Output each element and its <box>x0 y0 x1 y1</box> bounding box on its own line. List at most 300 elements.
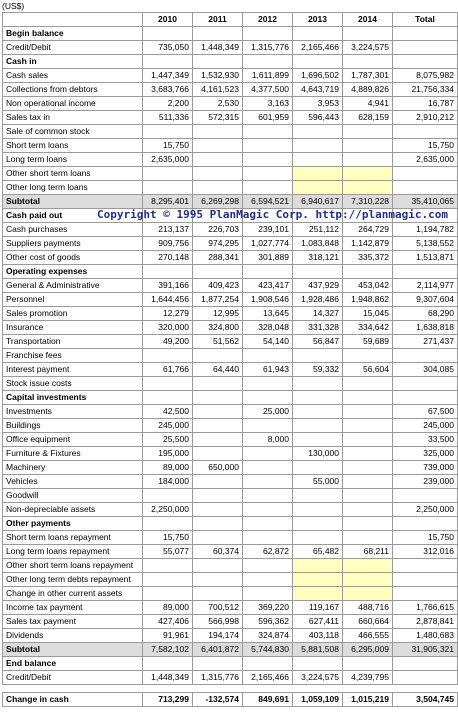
input-cell[interactable] <box>293 587 343 601</box>
row-label: Other long term debts repayment <box>3 573 143 587</box>
value-cell[interactable] <box>293 489 343 503</box>
input-cell[interactable] <box>343 167 393 181</box>
table-row <box>3 587 458 601</box>
input-cell[interactable] <box>343 587 393 601</box>
value-cell[interactable]: 1,877,254 <box>193 293 243 307</box>
empty-cell <box>293 265 343 279</box>
table-row <box>3 125 458 139</box>
value-cell[interactable]: 849,691 <box>243 693 293 707</box>
empty-cell <box>143 517 193 531</box>
value-cell[interactable]: 320,000 <box>143 321 193 335</box>
value-cell[interactable]: 51,562 <box>193 335 243 349</box>
total-cell: 1,194,782 <box>393 223 458 237</box>
empty-cell <box>193 27 243 41</box>
value-cell[interactable]: 251,112 <box>293 223 343 237</box>
value-cell[interactable]: 324,800 <box>193 321 243 335</box>
value-cell[interactable]: 6,401,872 <box>193 643 243 657</box>
value-cell[interactable]: 1,083,848 <box>293 237 343 251</box>
column-header: 2013 <box>293 13 343 27</box>
total-cell: 2,250,000 <box>393 503 458 517</box>
value-cell[interactable]: 7,310,228 <box>343 195 393 209</box>
column-header: 2011 <box>193 13 243 27</box>
value-cell[interactable]: 288,341 <box>193 251 243 265</box>
value-cell[interactable] <box>293 125 343 139</box>
input-cell[interactable] <box>343 559 393 573</box>
section-title: Cash paid out <box>3 209 143 223</box>
spacer-cell <box>393 685 458 693</box>
value-cell[interactable]: 14,327 <box>293 307 343 321</box>
value-cell[interactable] <box>243 125 293 139</box>
value-cell[interactable]: 42,500 <box>143 405 193 419</box>
value-cell[interactable]: 3,224,575 <box>343 41 393 55</box>
value-cell[interactable]: -132,574 <box>193 693 243 707</box>
value-cell[interactable]: 1,448,349 <box>143 671 193 685</box>
value-cell[interactable]: 195,000 <box>143 447 193 461</box>
total-cell <box>393 489 458 503</box>
empty-cell <box>343 657 393 671</box>
row-label: Cash sales <box>3 69 143 83</box>
value-cell[interactable]: 1,611,899 <box>243 69 293 83</box>
value-cell[interactable]: 909,756 <box>143 237 193 251</box>
value-cell[interactable]: 6,594,521 <box>243 195 293 209</box>
value-cell[interactable]: 601,959 <box>243 111 293 125</box>
row-label: Transportation <box>3 335 143 349</box>
value-cell[interactable] <box>343 433 393 447</box>
table-row <box>3 419 458 433</box>
value-cell[interactable]: 1,315,776 <box>243 41 293 55</box>
value-cell[interactable]: 628,159 <box>343 111 393 125</box>
value-cell[interactable]: 627,411 <box>293 615 343 629</box>
table-row <box>3 447 458 461</box>
value-cell[interactable]: 1,315,776 <box>193 671 243 685</box>
value-cell[interactable] <box>243 531 293 545</box>
value-cell[interactable]: 56,604 <box>343 363 393 377</box>
value-cell[interactable] <box>243 349 293 363</box>
section-header-row <box>3 657 458 671</box>
value-cell[interactable]: 8,000 <box>243 433 293 447</box>
value-cell[interactable] <box>243 503 293 517</box>
value-cell[interactable]: 55,077 <box>143 545 193 559</box>
value-cell[interactable]: 25,500 <box>143 433 193 447</box>
value-cell[interactable]: 6,940,617 <box>293 195 343 209</box>
value-cell[interactable]: 15,750 <box>143 139 193 153</box>
value-cell[interactable] <box>193 167 243 181</box>
total-cell: 2,910,212 <box>393 111 458 125</box>
total-cell: 35,410,065 <box>393 195 458 209</box>
total-cell: 1,638,818 <box>393 321 458 335</box>
value-cell[interactable] <box>293 503 343 517</box>
value-cell[interactable]: 91,961 <box>143 629 193 643</box>
row-label: Change in other current assets <box>3 587 143 601</box>
total-cell: 2,114,977 <box>393 279 458 293</box>
value-cell[interactable]: 466,555 <box>343 629 393 643</box>
row-label: Credit/Debit <box>3 671 143 685</box>
input-cell[interactable] <box>293 181 343 195</box>
value-cell[interactable] <box>243 167 293 181</box>
value-cell[interactable] <box>343 405 393 419</box>
subtotal-row <box>3 643 458 657</box>
value-cell[interactable]: 59,332 <box>293 363 343 377</box>
value-cell[interactable]: 226,703 <box>193 223 243 237</box>
value-cell[interactable] <box>193 153 243 167</box>
empty-cell <box>293 657 343 671</box>
value-cell[interactable] <box>193 531 243 545</box>
total-cell <box>393 41 458 55</box>
value-cell[interactable]: 566,998 <box>193 615 243 629</box>
value-cell[interactable]: 3,953 <box>293 97 343 111</box>
row-label: Long term loans <box>3 153 143 167</box>
value-cell[interactable] <box>193 405 243 419</box>
value-cell[interactable]: 4,941 <box>343 97 393 111</box>
value-cell[interactable]: 4,643,719 <box>293 83 343 97</box>
value-cell[interactable]: 2,165,466 <box>293 41 343 55</box>
table-row <box>3 503 458 517</box>
column-header: 2010 <box>143 13 193 27</box>
value-cell[interactable]: 1,928,486 <box>293 293 343 307</box>
value-cell[interactable]: 331,328 <box>293 321 343 335</box>
input-cell[interactable] <box>293 559 343 573</box>
value-cell[interactable]: 8,295,401 <box>143 195 193 209</box>
value-cell[interactable]: 3,224,575 <box>293 671 343 685</box>
input-cell[interactable] <box>343 573 393 587</box>
value-cell[interactable] <box>343 349 393 363</box>
value-cell[interactable] <box>343 419 393 433</box>
total-cell: 16,787 <box>393 97 458 111</box>
value-cell[interactable]: 2,635,000 <box>143 153 193 167</box>
value-cell[interactable] <box>243 489 293 503</box>
value-cell[interactable]: 1,027,774 <box>243 237 293 251</box>
section-header-row <box>3 265 458 279</box>
value-cell[interactable]: 61,766 <box>143 363 193 377</box>
value-cell[interactable]: 660,664 <box>343 615 393 629</box>
value-cell[interactable]: 596,362 <box>243 615 293 629</box>
value-cell[interactable]: 427,406 <box>143 615 193 629</box>
value-cell[interactable]: 4,161,523 <box>193 83 243 97</box>
value-cell[interactable] <box>193 475 243 489</box>
value-cell[interactable]: 324,874 <box>243 629 293 643</box>
value-cell[interactable] <box>293 349 343 363</box>
value-cell[interactable] <box>243 377 293 391</box>
table-row <box>3 489 458 503</box>
value-cell[interactable]: 2,250,000 <box>143 503 193 517</box>
value-cell[interactable]: 409,423 <box>193 279 243 293</box>
value-cell[interactable] <box>293 377 343 391</box>
table-row <box>3 153 458 167</box>
value-cell[interactable]: 1,532,930 <box>193 69 243 83</box>
value-cell[interactable]: 59,689 <box>343 335 393 349</box>
empty-cell <box>243 55 293 69</box>
value-cell[interactable] <box>193 377 243 391</box>
value-cell[interactable]: 5,744,830 <box>243 643 293 657</box>
value-cell[interactable]: 735,050 <box>143 41 193 55</box>
value-cell[interactable]: 974,295 <box>193 237 243 251</box>
value-cell[interactable]: 1,696,502 <box>293 69 343 83</box>
value-cell[interactable] <box>293 531 343 545</box>
value-cell[interactable]: 1,908,546 <box>243 293 293 307</box>
row-label: Non operational income <box>3 97 143 111</box>
value-cell[interactable] <box>293 139 343 153</box>
value-cell[interactable]: 334,642 <box>343 321 393 335</box>
value-cell[interactable]: 65,482 <box>293 545 343 559</box>
value-cell[interactable] <box>193 419 243 433</box>
table-row <box>3 293 458 307</box>
value-cell[interactable] <box>193 139 243 153</box>
total-cell: 325,000 <box>393 447 458 461</box>
value-cell[interactable] <box>343 503 393 517</box>
value-cell[interactable]: 391,166 <box>143 279 193 293</box>
value-cell[interactable] <box>193 349 243 363</box>
value-cell[interactable]: 1,142,879 <box>343 237 393 251</box>
value-cell[interactable]: 650,000 <box>193 461 243 475</box>
value-cell[interactable]: 15,045 <box>343 307 393 321</box>
table-row <box>3 531 458 545</box>
value-cell[interactable] <box>343 153 393 167</box>
table-row <box>3 41 458 55</box>
value-cell[interactable] <box>243 139 293 153</box>
table-row <box>3 405 458 419</box>
value-cell[interactable]: 437,929 <box>293 279 343 293</box>
value-cell[interactable] <box>193 559 243 573</box>
value-cell[interactable]: 12,995 <box>193 307 243 321</box>
row-label: Buildings <box>3 419 143 433</box>
value-cell[interactable] <box>343 489 393 503</box>
value-cell[interactable] <box>243 559 293 573</box>
total-cell: 67,500 <box>393 405 458 419</box>
currency-unit-label: (US$) <box>2 1 25 11</box>
value-cell[interactable]: 89,000 <box>143 461 193 475</box>
value-cell[interactable] <box>243 447 293 461</box>
row-label: Sales promotion <box>3 307 143 321</box>
empty-cell <box>193 391 243 405</box>
spacer-cell <box>193 685 243 693</box>
input-cell[interactable] <box>343 181 393 195</box>
table-row <box>3 377 458 391</box>
value-cell[interactable]: 184,000 <box>143 475 193 489</box>
value-cell[interactable] <box>293 153 343 167</box>
header-corner-cell <box>3 13 143 27</box>
empty-cell <box>393 391 458 405</box>
value-cell[interactable] <box>293 419 343 433</box>
row-label: Vehicles <box>3 475 143 489</box>
value-cell[interactable]: 213,137 <box>143 223 193 237</box>
empty-cell <box>243 657 293 671</box>
row-label: Suppliers payments <box>3 237 143 251</box>
row-label: Sale of common stock <box>3 125 143 139</box>
value-cell[interactable]: 62,872 <box>243 545 293 559</box>
empty-cell <box>393 27 458 41</box>
value-cell[interactable]: 25,000 <box>243 405 293 419</box>
value-cell[interactable]: 700,512 <box>193 601 243 615</box>
value-cell[interactable]: 49,200 <box>143 335 193 349</box>
total-cell <box>393 377 458 391</box>
value-cell[interactable]: 4,239,795 <box>343 671 393 685</box>
row-label: Short term loans <box>3 139 143 153</box>
value-cell[interactable]: 2,530 <box>193 97 243 111</box>
value-cell[interactable]: 4,377,500 <box>243 83 293 97</box>
value-cell[interactable] <box>193 489 243 503</box>
value-cell[interactable]: 369,220 <box>243 601 293 615</box>
value-cell[interactable] <box>343 531 393 545</box>
value-cell[interactable]: 1,644,456 <box>143 293 193 307</box>
row-label: Sales tax payment <box>3 615 143 629</box>
total-cell: 31,905,321 <box>393 643 458 657</box>
value-cell[interactable] <box>143 573 193 587</box>
column-header: 2014 <box>343 13 393 27</box>
value-cell[interactable]: 4,889,826 <box>343 83 393 97</box>
value-cell[interactable] <box>143 125 193 139</box>
value-cell[interactable] <box>343 125 393 139</box>
spacer-cell <box>343 685 393 693</box>
value-cell[interactable] <box>143 349 193 363</box>
total-cell: 304,085 <box>393 363 458 377</box>
value-cell[interactable] <box>343 461 393 475</box>
value-cell[interactable] <box>243 419 293 433</box>
value-cell[interactable] <box>193 587 243 601</box>
value-cell[interactable]: 7,582,102 <box>143 643 193 657</box>
value-cell[interactable]: 15,750 <box>143 531 193 545</box>
value-cell[interactable]: 119,167 <box>293 601 343 615</box>
value-cell[interactable]: 403,118 <box>293 629 343 643</box>
empty-cell <box>143 265 193 279</box>
value-cell[interactable]: 264,729 <box>343 223 393 237</box>
value-cell[interactable]: 511,336 <box>143 111 193 125</box>
value-cell[interactable]: 54,140 <box>243 335 293 349</box>
table-row <box>3 307 458 321</box>
value-cell[interactable]: 245,000 <box>143 419 193 433</box>
column-header: 2012 <box>243 13 293 27</box>
value-cell[interactable] <box>293 461 343 475</box>
total-cell: 271,437 <box>393 335 458 349</box>
value-cell[interactable] <box>243 587 293 601</box>
value-cell[interactable]: 713,299 <box>143 693 193 707</box>
value-cell[interactable]: 2,200 <box>143 97 193 111</box>
value-cell[interactable] <box>293 433 343 447</box>
value-cell[interactable]: 89,000 <box>143 601 193 615</box>
value-cell[interactable]: 1,015,219 <box>343 693 393 707</box>
table-row <box>3 573 458 587</box>
value-cell[interactable]: 130,000 <box>293 447 343 461</box>
section-title: Cash in <box>3 55 143 69</box>
total-cell <box>393 167 458 181</box>
value-cell[interactable] <box>243 461 293 475</box>
table-row <box>3 279 458 293</box>
total-cell: 239,000 <box>393 475 458 489</box>
value-cell[interactable]: 3,683,766 <box>143 83 193 97</box>
row-label: Furniture & Fixtures <box>3 447 143 461</box>
value-cell[interactable]: 1,059,109 <box>293 693 343 707</box>
value-cell[interactable]: 328,048 <box>243 321 293 335</box>
value-cell[interactable]: 453,042 <box>343 279 393 293</box>
empty-cell <box>293 391 343 405</box>
value-cell[interactable]: 239,101 <box>243 223 293 237</box>
table-row <box>3 167 458 181</box>
table-row <box>3 83 458 97</box>
total-cell <box>393 573 458 587</box>
table-row <box>3 545 458 559</box>
value-cell[interactable]: 423,417 <box>243 279 293 293</box>
value-cell[interactable]: 6,295,009 <box>343 643 393 657</box>
value-cell[interactable] <box>143 489 193 503</box>
table-row <box>3 251 458 265</box>
table-row <box>3 433 458 447</box>
subtotal-row <box>3 195 458 209</box>
value-cell[interactable]: 12,279 <box>143 307 193 321</box>
empty-cell <box>293 517 343 531</box>
value-cell[interactable] <box>243 181 293 195</box>
value-cell[interactable] <box>343 475 393 489</box>
value-cell[interactable] <box>193 503 243 517</box>
value-cell[interactable] <box>193 125 243 139</box>
value-cell[interactable] <box>343 447 393 461</box>
total-cell <box>393 671 458 685</box>
copyright-notice: Copyright © 1995 PlanMagic Corp. http://planmagic.com <box>97 208 448 221</box>
value-cell[interactable]: 1,948,862 <box>343 293 393 307</box>
row-label: Interest payment <box>3 363 143 377</box>
value-cell[interactable]: 318,121 <box>293 251 343 265</box>
value-cell[interactable]: 60,374 <box>193 545 243 559</box>
value-cell[interactable]: 2,165,466 <box>243 671 293 685</box>
value-cell[interactable]: 61,943 <box>243 363 293 377</box>
value-cell[interactable]: 1,447,349 <box>143 69 193 83</box>
value-cell[interactable] <box>143 587 193 601</box>
value-cell[interactable]: 55,000 <box>293 475 343 489</box>
value-cell[interactable]: 194,174 <box>193 629 243 643</box>
value-cell[interactable]: 596,443 <box>293 111 343 125</box>
table-row <box>3 69 458 83</box>
value-cell[interactable] <box>193 447 243 461</box>
value-cell[interactable]: 13,645 <box>243 307 293 321</box>
value-cell[interactable] <box>193 573 243 587</box>
input-cell[interactable] <box>293 573 343 587</box>
section-title: Operating expenses <box>3 265 143 279</box>
value-cell[interactable]: 335,372 <box>343 251 393 265</box>
value-cell[interactable]: 1,787,301 <box>343 69 393 83</box>
value-cell[interactable]: 5,881,508 <box>293 643 343 657</box>
value-cell[interactable]: 3,163 <box>243 97 293 111</box>
input-cell[interactable] <box>293 167 343 181</box>
value-cell[interactable]: 488,716 <box>343 601 393 615</box>
value-cell[interactable] <box>243 153 293 167</box>
empty-cell <box>143 657 193 671</box>
row-label: Non-depreciable assets <box>3 503 143 517</box>
value-cell[interactable] <box>143 377 193 391</box>
column-header: Total <box>393 13 458 27</box>
row-label: Franchise fees <box>3 349 143 363</box>
value-cell[interactable]: 6,269,298 <box>193 195 243 209</box>
value-cell[interactable]: 572,315 <box>193 111 243 125</box>
value-cell[interactable] <box>193 433 243 447</box>
table-row <box>3 615 458 629</box>
value-cell[interactable] <box>343 377 393 391</box>
value-cell[interactable] <box>293 405 343 419</box>
row-label: Other cost of goods <box>3 251 143 265</box>
value-cell[interactable] <box>143 181 193 195</box>
row-label: General & Administrative <box>3 279 143 293</box>
value-cell[interactable] <box>193 181 243 195</box>
value-cell[interactable] <box>143 559 193 573</box>
value-cell[interactable] <box>343 139 393 153</box>
value-cell[interactable]: 64,440 <box>193 363 243 377</box>
value-cell[interactable] <box>243 573 293 587</box>
value-cell[interactable] <box>243 475 293 489</box>
value-cell[interactable]: 1,448,349 <box>193 41 243 55</box>
spacer-row <box>3 685 458 693</box>
value-cell[interactable]: 68,211 <box>343 545 393 559</box>
value-cell[interactable]: 301,889 <box>243 251 293 265</box>
value-cell[interactable]: 56,847 <box>293 335 343 349</box>
value-cell[interactable] <box>143 167 193 181</box>
value-cell[interactable]: 270,148 <box>143 251 193 265</box>
